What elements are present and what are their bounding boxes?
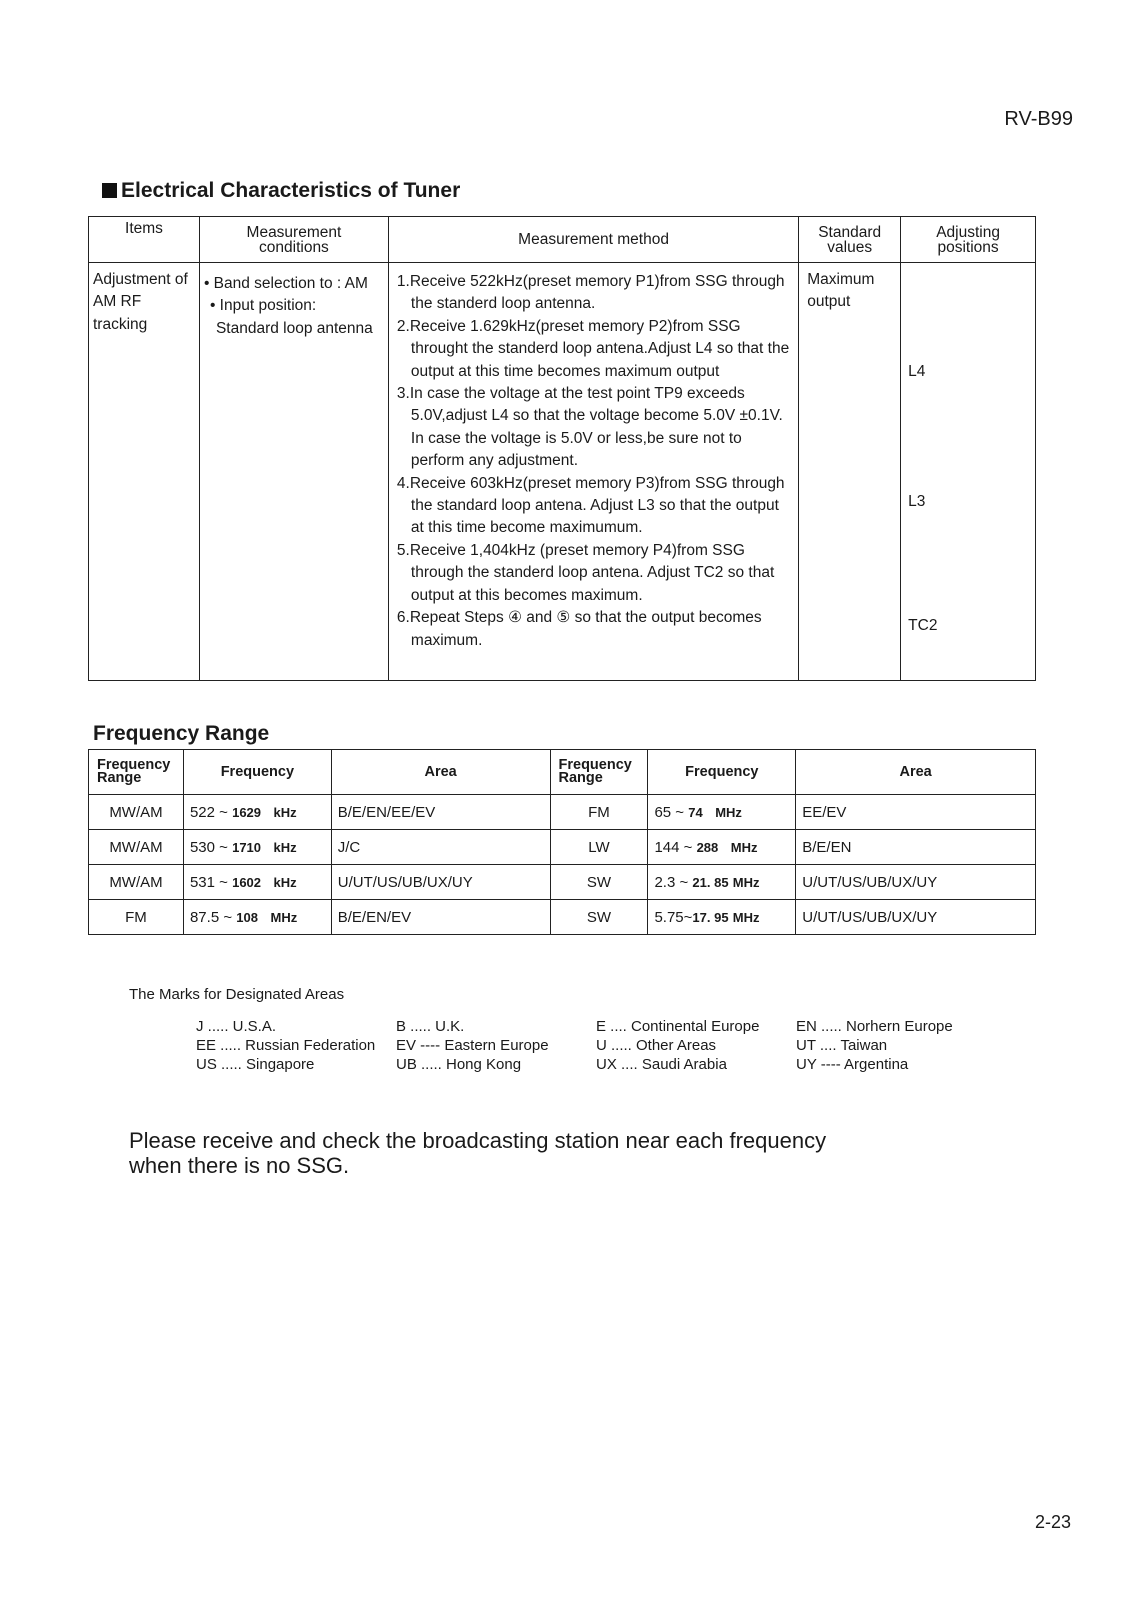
conditions-cell: • Band selection to : AM • Input position: Standard loop antenna xyxy=(199,263,388,681)
table-row xyxy=(89,263,1036,681)
table-header-row xyxy=(89,217,1036,263)
area-cell: B/E/EN xyxy=(796,830,1036,865)
section-title-text: Electrical Characteristics of Tuner xyxy=(121,179,461,202)
section-title xyxy=(102,179,460,203)
mark-item: EV ---- Eastern Europe xyxy=(396,1037,549,1054)
mark-item: B ..... U.K. xyxy=(396,1018,465,1035)
mark-item: US ..... Singapore xyxy=(196,1056,315,1073)
marks-row xyxy=(196,1036,986,1055)
frequency-cell: 530 ~ 1710 kHz xyxy=(183,830,331,865)
range-cell: FM xyxy=(89,900,184,935)
header-items: Items xyxy=(89,217,200,263)
marks-title: The Marks for Designated Areas xyxy=(129,986,345,1003)
frequency-cell: 5.75~17. 95 MHz xyxy=(648,900,796,935)
frequency-cell: 531 ~ 1602 kHz xyxy=(183,865,331,900)
header-area-right: Area xyxy=(796,750,1036,795)
area-cell: U/UT/US/UB/UX/UY xyxy=(796,865,1036,900)
adjust-l3: L3 xyxy=(908,493,926,510)
area-cell: J/C xyxy=(331,830,550,865)
area-cell: U/UT/US/UB/UX/UY xyxy=(331,865,550,900)
bullet-square-icon xyxy=(102,183,117,198)
header-area-left: Area xyxy=(331,750,550,795)
mark-item: E .... Continental Europe xyxy=(596,1018,760,1035)
header-conditions: Measurement conditions xyxy=(199,217,388,263)
area-cell: EE/EV xyxy=(796,795,1036,830)
table-row xyxy=(89,865,1036,900)
area-cell: B/E/EN/EV xyxy=(331,900,550,935)
area-cell: U/UT/US/UB/UX/UY xyxy=(796,900,1036,935)
step-6: 6.Repeat Steps ④ and ⑤ so that the output becomes maximum. xyxy=(396,609,762,649)
range-cell: LW xyxy=(550,830,648,865)
step-2: 2.Receive 1.629kHz(preset memory P2)from SSG throught the standerd loop antena.Adjust L4 so that the output at this time becomes maximum output xyxy=(396,317,790,380)
range-cell: MW/AM xyxy=(89,795,184,830)
step-3: 3.In case the voltage at the test point TP9 exceeds 5.0V,adjust L4 so that the voltage become 5.0V ±0.1V. In case the voltage is 5.0V or less,be sure not to perform any adjustment. xyxy=(396,385,783,470)
tuner-characteristics-table xyxy=(88,216,1036,681)
header-standard: Standard values xyxy=(799,217,901,263)
frequency-range-table xyxy=(88,749,1036,935)
standard-cell: Maximum output xyxy=(799,263,901,681)
item-cell: Adjustment of AM RF tracking xyxy=(89,263,200,681)
adjusting-cell xyxy=(901,263,1036,681)
area-cell: B/E/EN/EE/EV xyxy=(331,795,550,830)
marks-row xyxy=(196,1055,986,1074)
mark-item: J ..... U.S.A. xyxy=(196,1018,277,1035)
range-cell: MW/AM xyxy=(89,830,184,865)
range-cell: SW xyxy=(550,865,648,900)
frequency-cell: 2.3 ~ 21. 85 MHz xyxy=(648,865,796,900)
mark-item: UT .... Taiwan xyxy=(796,1037,888,1054)
model-number: RV-B99 xyxy=(1004,108,1073,130)
mark-item: UY ---- Argentina xyxy=(796,1056,909,1073)
header-range-left: Frequency Range xyxy=(89,750,184,795)
header-frequency-left: Frequency xyxy=(183,750,331,795)
table-row xyxy=(89,795,1036,830)
header-range-right: Frequency Range xyxy=(550,750,648,795)
range-cell: MW/AM xyxy=(89,865,184,900)
mark-item: EN ..... Norhern Europe xyxy=(796,1018,953,1035)
step-1: 1.Receive 522kHz(preset memory P1)from SSG through the standerd loop antenna. xyxy=(396,273,785,313)
mark-item: EE ..... Russian Federation xyxy=(196,1037,376,1054)
step-4: 4.Receive 603kHz(preset memory P3)from SSG through the standard loop antena. Adjust L3 so that the output at this time become maximumum. xyxy=(396,474,785,537)
marks-row xyxy=(196,1017,986,1036)
adjust-l4: L4 xyxy=(908,363,926,380)
range-cell: SW xyxy=(550,900,648,935)
page-number: 2-23 xyxy=(1034,1512,1071,1532)
table-row xyxy=(89,830,1036,865)
header-frequency-right: Frequency xyxy=(648,750,796,795)
range-cell: FM xyxy=(550,795,648,830)
ssg-note: Please receive and check the broadcasting station near each frequency when there is no SSG. xyxy=(129,1128,827,1178)
area-marks-legend xyxy=(196,1017,986,1074)
header-method: Measurement method xyxy=(388,217,798,263)
freq-header-row xyxy=(89,750,1036,795)
frequency-range-title: Frequency Range xyxy=(93,722,270,745)
header-adjusting: Adjusting positions xyxy=(901,217,1036,263)
frequency-cell: 87.5 ~ 108 MHz xyxy=(183,900,331,935)
mark-item: U ..... Other Areas xyxy=(596,1037,717,1054)
step-5: 5.Receive 1,404kHz (preset memory P4)from SSG through the standerd loop antena. Adjust TC2 so that output at this becomes maximum. xyxy=(396,541,775,604)
method-cell xyxy=(388,263,798,681)
table-row xyxy=(89,900,1036,935)
frequency-cell: 522 ~ 1629 kHz xyxy=(183,795,331,830)
adjust-tc2: TC2 xyxy=(908,617,938,634)
mark-item: UX .... Saudi Arabia xyxy=(596,1056,727,1073)
frequency-cell: 65 ~ 74 MHz xyxy=(648,795,796,830)
mark-item: UB ..... Hong Kong xyxy=(396,1056,522,1073)
frequency-cell: 144 ~ 288 MHz xyxy=(648,830,796,865)
